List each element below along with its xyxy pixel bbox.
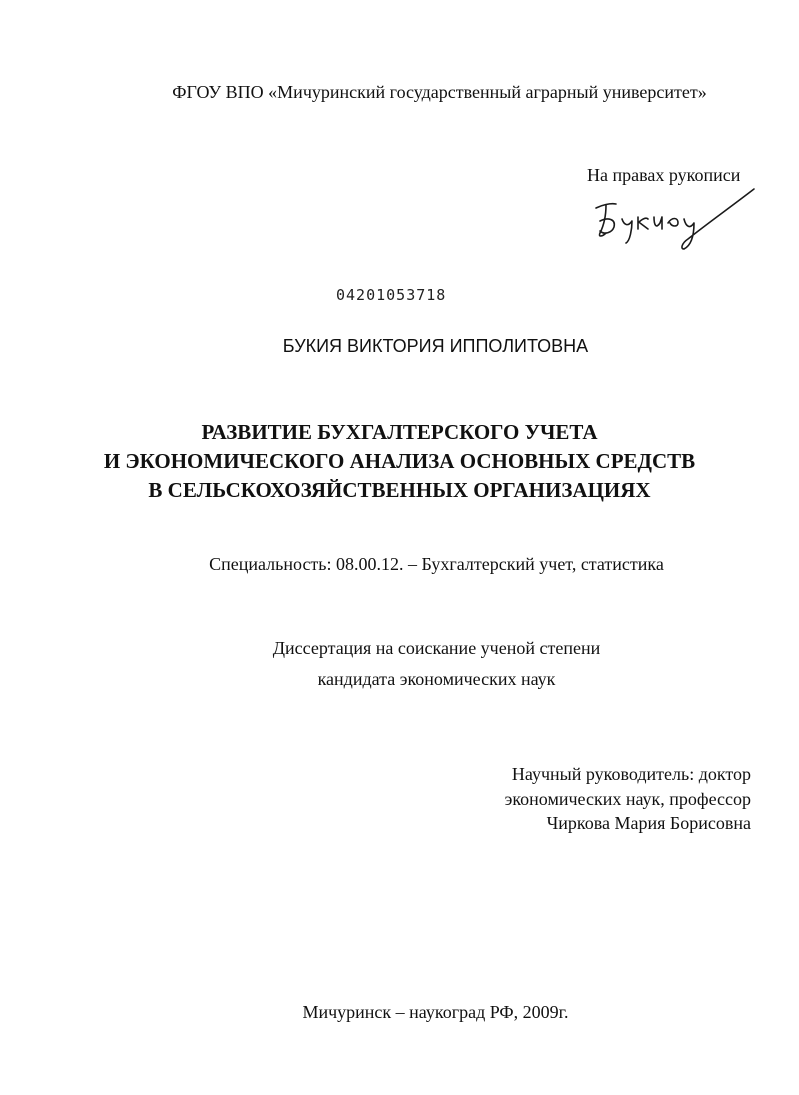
manuscript-rights-note: На правах рукописи bbox=[587, 165, 741, 185]
title-line: В СЕЛЬСКОХОЗЯЙСТВЕННЫХ ОРГАНИЗАЦИЯХ bbox=[148, 478, 651, 502]
degree-line: кандидата экономических наук bbox=[317, 669, 556, 689]
author-name: БУКИЯ ВИКТОРИЯ ИППОЛИТОВНА bbox=[282, 336, 589, 356]
handwritten-signature-icon bbox=[588, 183, 758, 253]
advisor-line: экономических наук, профессор bbox=[504, 789, 751, 809]
advisor-name: Чиркова Мария Борисовна bbox=[546, 813, 751, 833]
title-line: И ЭКОНОМИЧЕСКОГО АНАЛИЗА ОСНОВНЫХ СРЕДСТВ bbox=[103, 449, 696, 473]
institution-header: ФГОУ ВПО «Мичуринский государственный аграрный университет» bbox=[172, 82, 707, 102]
degree-line: Диссертация на соискание ученой степени bbox=[272, 638, 601, 658]
advisor-line: Научный руководитель: доктор bbox=[511, 764, 751, 784]
specialty-line: Специальность: 08.00.12. – Бухгалтерский учет, статистика bbox=[209, 554, 664, 574]
document-registration-number: 04201053718 bbox=[336, 286, 447, 304]
city-year-footer: Мичуринск – наукоград РФ, 2009г. bbox=[302, 1002, 569, 1022]
dissertation-title bbox=[0, 418, 799, 505]
title-line: РАЗВИТИЕ БУХГАЛТЕРСКОГО УЧЕТА bbox=[201, 420, 598, 444]
